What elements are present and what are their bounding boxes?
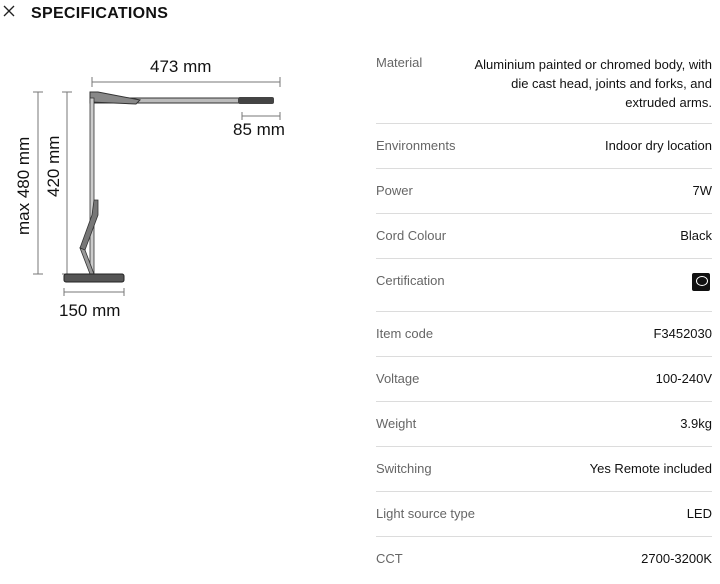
spec-label: Environments [376, 138, 456, 153]
certification-mark-icon [692, 273, 710, 291]
spec-row-power [376, 169, 712, 214]
spec-row-material [376, 44, 712, 124]
spec-row-cct [376, 537, 712, 582]
spec-row-item-code [376, 312, 712, 357]
spec-value: F3452030 [653, 326, 712, 341]
spec-row-switching [376, 447, 712, 492]
lamp-dimension-diagram [0, 40, 320, 340]
spec-row-environments [376, 124, 712, 169]
head-dimension-label: 85 mm [233, 120, 285, 139]
spec-value: Indoor dry location [605, 138, 712, 153]
specifications-table [376, 44, 712, 582]
spec-value: 100-240V [655, 371, 712, 386]
spec-row-weight [376, 402, 712, 447]
spec-value: 3.9kg [680, 416, 712, 431]
spec-label: Power [376, 183, 413, 198]
spec-label: Voltage [376, 371, 420, 386]
close-icon[interactable] [2, 4, 18, 20]
spec-label: Cord Colour [376, 228, 447, 243]
base-dimension-label: 150 mm [59, 301, 121, 320]
arm-height-dimension [44, 135, 64, 217]
spec-label: Certification [376, 273, 445, 288]
header [0, 0, 720, 30]
spec-value: LED [686, 506, 712, 521]
spec-value: Black [680, 228, 712, 243]
spec-label: Switching [376, 461, 432, 476]
spec-value: Yes Remote included [589, 461, 712, 476]
arm-height-label: 420 mm [44, 135, 63, 197]
spec-label: Material [376, 55, 423, 70]
spec-label: Weight [376, 416, 417, 431]
spec-label: Item code [376, 326, 434, 341]
spec-value: 2700-3200K [641, 551, 712, 566]
max-height-dimension [14, 136, 34, 255]
max-height-label: max 480 mm [14, 136, 33, 235]
spec-value: Aluminium painted or chromed body, with die cast head, joints and forks, and extruded arms. [474, 57, 712, 110]
spec-row-certification [376, 259, 712, 312]
spec-row-voltage [376, 357, 712, 402]
spec-row-light-source [376, 492, 712, 537]
width-dimension-label: 473 mm [150, 57, 212, 76]
spec-label: CCT [376, 551, 403, 566]
spec-label: Light source type [376, 506, 476, 521]
spec-row-cord-colour [376, 214, 712, 259]
page-title: SPECIFICATIONS [31, 5, 169, 22]
spec-value: 7W [692, 183, 712, 198]
